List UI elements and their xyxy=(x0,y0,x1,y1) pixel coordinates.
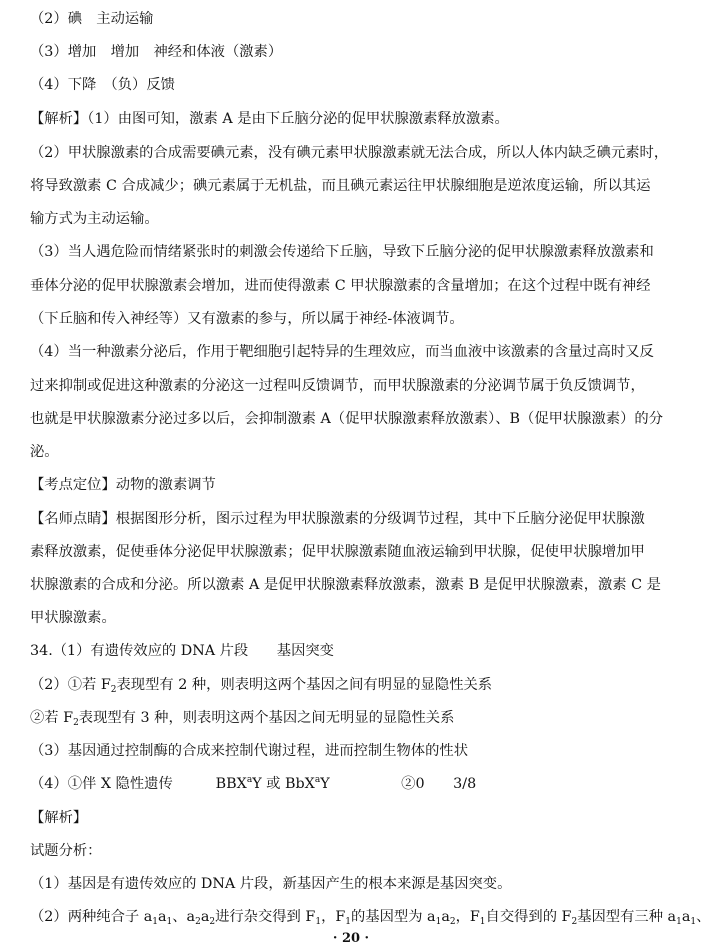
answer-line-2: （2）碘 主动运输 xyxy=(30,11,154,27)
q34-analysis-2: （2）两种纯合子 $a_1a_1$、$a_2a_2$进行杂交得到 $F_1$，$F_1$的基因型为 $a_1a_2$，$F_1$自交得到的 $F_2$基因型有三种 $a_1a_1$、 xyxy=(30,909,710,927)
q34-answer-4: （4）①伴 X 隐性遗传 BBX$^a$Y 或 BbX$^a$Y ②0 3/8 xyxy=(30,775,477,792)
answer-line-4: （4）下降 （负）反馈 xyxy=(30,77,175,93)
analysis-3-line-2: 垂体分泌的促甲状腺激素会增加，进而使得激素 C 甲状腺激素的含量增加；在这个过程中既有神经 xyxy=(30,278,651,294)
analysis-line-1: 【解析】（1）由图可知，激素 A 是由下丘脑分泌的促甲状腺激素释放激素。 xyxy=(30,111,509,127)
analysis-3-line-1: （3）当人遇危险而情绪紧张时的刺激会传递给下丘脑，导致下丘脑分泌的促甲状腺激素释放激素和 xyxy=(30,244,654,260)
page-number: · 20 · xyxy=(332,931,370,946)
analysis-2-line-3: 输方式为主动运输。 xyxy=(30,211,159,227)
answer-line-3: （3）增加 增加 神经和体液（激素） xyxy=(30,44,283,60)
analysis-2-line-1: （2）甲状腺激素的合成需要碘元素，没有碘元素甲状腺激素就无法合成，所以人体内缺乏碘元素时， xyxy=(30,145,669,161)
q34-answer-2a: （2）①若 $F_2$表现型有 2 种，则表明这两个基因之间有明显的显隐性关系 xyxy=(30,677,493,695)
analysis-4-line-3: 也就是甲状腺激素分泌过多以后，会抑制激素 A（促甲状腺激素释放激素）、B（促甲状腺激素）的分 xyxy=(30,411,663,427)
analysis-4-line-2: 过来抑制或促进这种激素的分泌这一过程叫反馈调节，而甲状腺激素的分泌调节属于负反馈调节， xyxy=(30,378,645,394)
analysis-4-line-1: （4）当一种激素分泌后，作用于靶细胞引起特异的生理效应，而当血液中该激素的含量过高时又反 xyxy=(30,344,654,360)
analysis-4-line-4: 泌。 xyxy=(30,444,59,460)
q34-answer-1: 34.（1）有遗传效应的 DNA 片段 基因突变 xyxy=(30,643,334,659)
q34-analysis-1: （1）基因是有遗传效应的 DNA 片段，新基因产生的根本来源是基因突变。 xyxy=(30,876,512,892)
teacher-note-line-1: 【名师点睛】根据图形分析，图示过程为甲状腺激素的分级调节过程，其中下丘脑分泌促甲状腺激 xyxy=(30,511,645,527)
key-point-line: 【考点定位】动物的激素调节 xyxy=(30,477,216,493)
teacher-note-line-2: 素释放激素，促使垂体分泌促甲状腺激素；促甲状腺激素随血液运输到甲状腺，促使甲状腺增加甲 xyxy=(30,544,645,560)
analysis-3-line-3: （下丘脑和传入神经等）又有激素的参与，所以属于神经-体液调节。 xyxy=(30,311,464,327)
teacher-note-line-4: 甲状腺激素。 xyxy=(30,610,116,626)
q34-answer-2b: ②若 $F_2$表现型有 3 种，则表明这两个基因之间无明显的显隐性关系 xyxy=(30,710,455,728)
q34-answer-3: （3）基因通过控制酶的合成来控制代谢过程，进而控制生物体的性状 xyxy=(30,743,468,759)
q34-analysis-intro: 试题分析： xyxy=(30,843,102,859)
teacher-note-line-3: 状腺激素的合成和分泌。所以激素 A 是促甲状腺激素释放激素，激素 B 是促甲状腺激素，激素 C 是 xyxy=(30,577,661,593)
analysis-2-line-2: 将导致激素 C 合成减少；碘元素属于无机盐，而且碘元素运往甲状腺细胞是逆浓度运输，所以其运 xyxy=(30,178,651,194)
q34-analysis-heading: 【解析】 xyxy=(30,810,88,826)
